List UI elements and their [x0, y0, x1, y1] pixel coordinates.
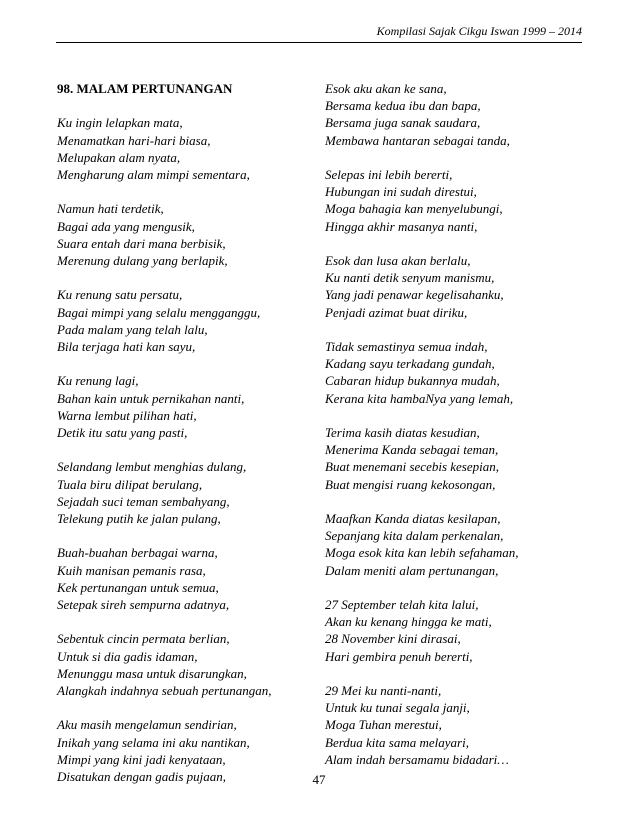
stanza	[57, 372, 322, 441]
poem-line: Cabaran hidup bukannya mudah,	[325, 373, 500, 389]
poem-line: Namun hati terdetik,	[57, 201, 164, 217]
poem-line: Bagai ada yang mengusik,	[57, 218, 195, 234]
poem-line: Membawa hantaran sebagai tanda,	[325, 132, 510, 148]
poem-line: Mimpi yang kini jadi kenyataan,	[57, 751, 226, 767]
poem-line: Selandang lembut menghias dulang,	[57, 459, 247, 475]
stanza	[325, 166, 585, 235]
poem-line: Terima kasih diatas kesudian,	[325, 425, 480, 440]
poem-line: Alam indah bersamamu bidadari…	[325, 751, 509, 767]
poem-line: Bila terjaga hati kan sayu,	[57, 339, 196, 354]
poem-line: Hari gembira penuh bererti,	[325, 648, 473, 664]
header-divider	[56, 42, 582, 43]
page-number: 47	[312, 772, 326, 787]
poem-line: Kadang sayu terkadang gundah,	[325, 356, 495, 372]
stanza	[57, 114, 322, 183]
poem-line: Buah-buahan berbagai warna,	[57, 545, 218, 561]
poem-line: Menerima Kanda sebagai teman,	[325, 442, 499, 458]
poem-line: Pada malam yang telah lalu,	[57, 321, 208, 337]
stanza	[325, 510, 585, 579]
poem-right-column	[325, 80, 585, 768]
poem-line: Penjadi azimat buat diriku,	[325, 304, 468, 320]
poem-line: Berdua kita sama melayari,	[325, 734, 469, 750]
stanza	[325, 682, 585, 768]
poem-line: Hingga akhir masanya nanti,	[325, 218, 478, 234]
poem-line: Moga esok kita kan lebih sefahaman,	[325, 545, 519, 561]
stanza	[57, 200, 322, 269]
poem-line: Menamatkan hari-hari biasa,	[57, 132, 211, 148]
poem-line: Aku masih mengelamun sendirian,	[57, 717, 237, 733]
poem-line: Moga bahagia kan menyelubungi,	[325, 201, 503, 217]
poem-line: Setepak sireh sempurna adatnya,	[57, 597, 230, 612]
poem-line: 29 Mei ku nanti-nanti,	[325, 683, 442, 698]
stanza	[325, 338, 585, 407]
poem-line: Kuih manisan pemanis rasa,	[57, 562, 206, 578]
poem-left-column	[57, 80, 322, 785]
poem-line: Sepanjang kita dalam perkenalan,	[325, 528, 504, 544]
poem-line: Detik itu satu yang pasti,	[57, 425, 188, 440]
poem-line: Hubungan ini sudah direstui,	[325, 184, 477, 200]
poem-line: Warna lembut pilihan hati,	[57, 407, 197, 423]
stanza	[325, 596, 585, 665]
poem-line: Kek pertunangan untuk semua,	[57, 579, 219, 595]
poem-line: Buat menemani secebis kesepian,	[325, 459, 500, 475]
poem-line: Maafkan Kanda diatas kesilapan,	[325, 511, 501, 526]
poem-line: 27 September telah kita lalui,	[325, 597, 479, 612]
left-stanza-list	[57, 114, 322, 785]
stanza	[325, 424, 585, 493]
poem-line: Menunggu masa untuk disarungkan,	[57, 665, 247, 681]
poem-line: Moga Tuhan merestui,	[325, 717, 442, 733]
poem-line: Bagai mimpi yang selalu mengganggu,	[57, 304, 261, 320]
right-stanza-list	[325, 80, 585, 768]
poem-line: Ku ingin lelapkan mata,	[57, 115, 183, 131]
poem-line: Esok aku akan ke sana,	[325, 81, 447, 96]
poem-line: Bahan kain untuk pernikahan nanti,	[57, 390, 245, 406]
poem-line: Untuk si dia gadis idaman,	[57, 648, 198, 664]
poem-line: Dalam meniti alam pertunangan,	[325, 562, 499, 578]
poem-line: Untuk ku tunai segala janji,	[325, 700, 470, 716]
poem-line: Akan ku kenang hingga ke mati,	[325, 614, 492, 630]
poem-line: Sejadah suci teman sembahyang,	[57, 493, 230, 509]
poem-line: Telekung putih ke jalan pulang,	[57, 511, 221, 526]
stanza	[57, 458, 322, 527]
poem-line: Buat mengisi ruang kekosongan,	[325, 476, 496, 492]
poem-line: Tidak semastinya semua indah,	[325, 339, 488, 354]
poem-line: Kerana kita hambaNya yang lemah,	[325, 390, 514, 406]
poem-line: Merenung dulang yang berlapik,	[57, 253, 228, 268]
poem-line: Mengharung alam mimpi sementara,	[57, 167, 250, 182]
poem-line: 28 November kini dirasai,	[325, 631, 461, 647]
stanza	[57, 286, 322, 355]
poem-line: Inikah yang selama ini aku nantikan,	[57, 734, 250, 750]
running-header: Kompilasi Sajak Cikgu Iswan 1999 – 2014	[376, 24, 582, 38]
poem-line: Bersama kedua ibu dan bapa,	[325, 98, 481, 114]
stanza	[325, 80, 585, 149]
poem-line: Selepas ini lebih bererti,	[325, 167, 453, 182]
poem-line: Melupakan alam nyata,	[57, 149, 181, 165]
poem-line: Ku renung satu persatu,	[57, 287, 183, 303]
stanza	[57, 544, 322, 613]
stanza	[325, 252, 585, 321]
poem-line: Alangkah indahnya sebuah pertunangan,	[57, 683, 272, 698]
poem-line: Ku nanti detik senyum manismu,	[325, 270, 495, 286]
poem-line: Yang jadi penawar kegelisahanku,	[325, 287, 504, 303]
poem-line: Esok dan lusa akan berlalu,	[325, 253, 471, 268]
poem-line: Sebentuk cincin permata berlian,	[57, 631, 230, 647]
poem-title: 98. MALAM PERTUNANGAN	[57, 81, 233, 96]
poem-line: Bersama juga sanak saudara,	[325, 115, 481, 131]
poem-line: Tuala biru dilipat berulang,	[57, 476, 203, 492]
poem-line: Disatukan dengan gadis pujaan,	[57, 769, 226, 784]
poem-line: Ku renung lagi,	[57, 373, 139, 389]
poem-line: Suara entah dari mana berbisik,	[57, 235, 226, 251]
stanza	[57, 630, 322, 699]
